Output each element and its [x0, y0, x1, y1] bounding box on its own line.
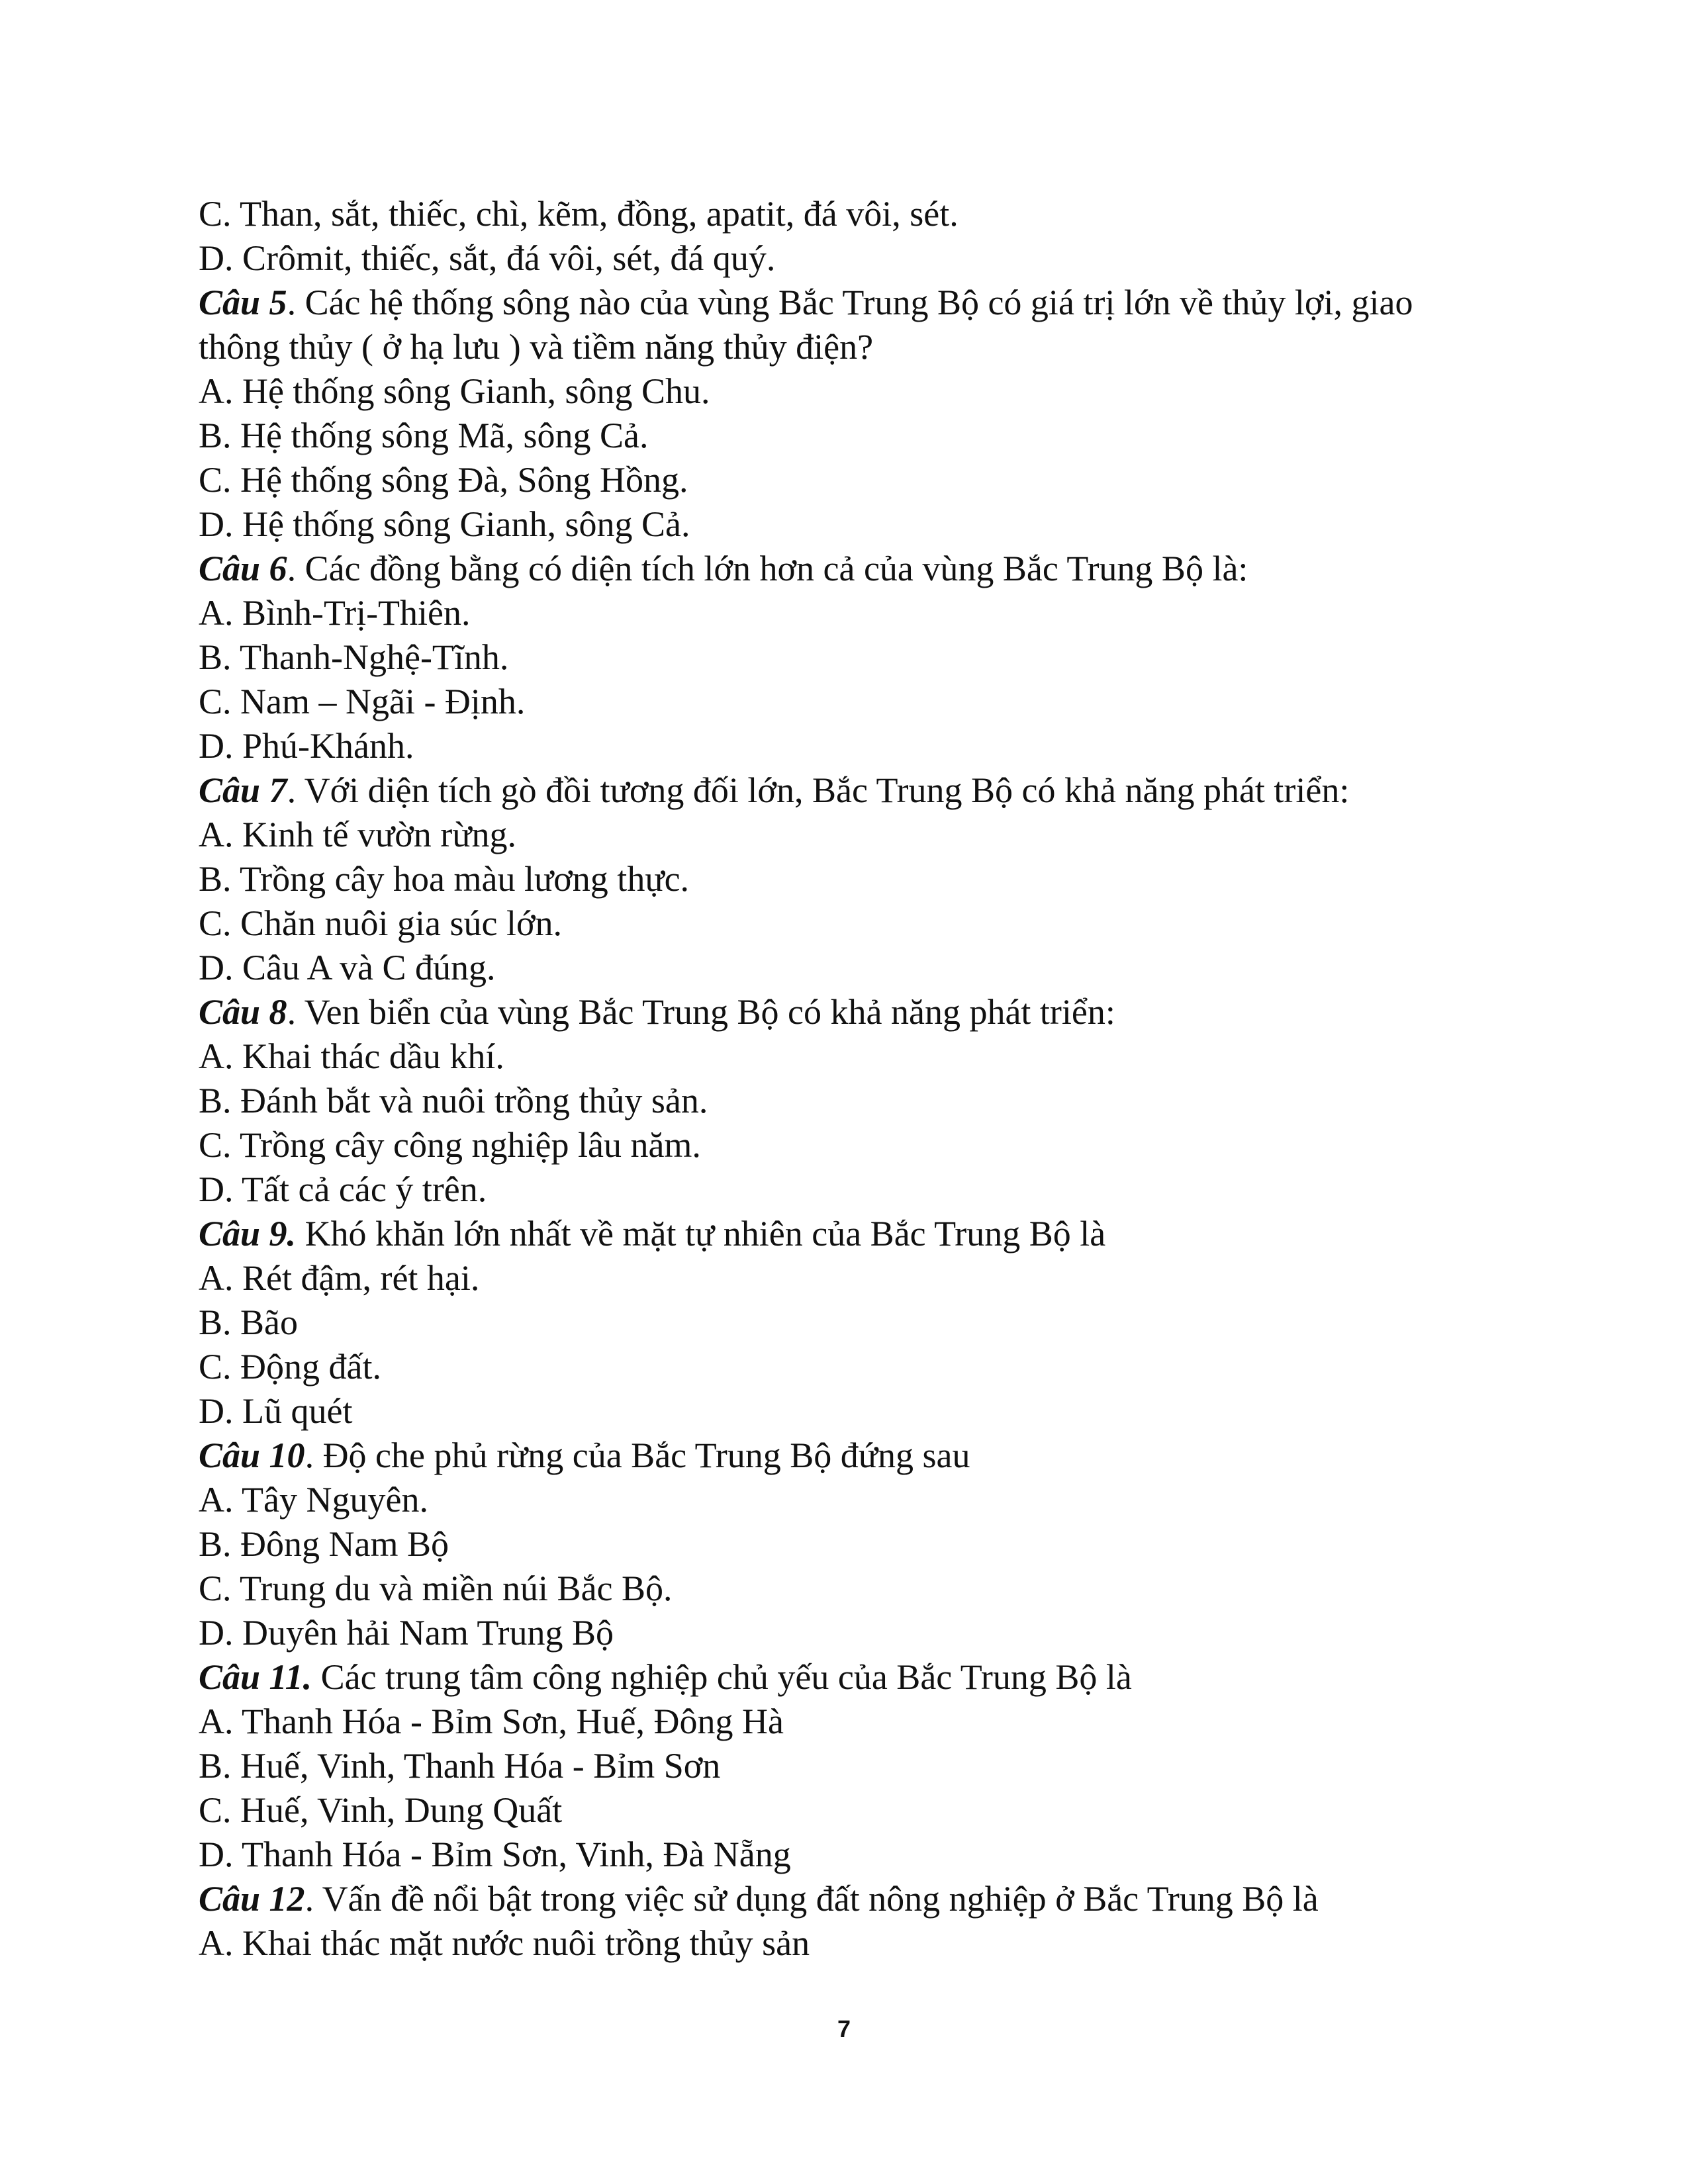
option-line: D. Crômit, thiếc, sắt, đá vôi, sét, đá quý. [199, 238, 776, 278]
option-line: A. Khai thác mặt nước nuôi trồng thủy sản [199, 1923, 810, 1963]
question-5 [199, 281, 1523, 325]
option-line: D. Duyên hải Nam Trung Bộ [199, 1613, 614, 1653]
option-line: C. Động đất. [199, 1347, 381, 1387]
page-number: 7 [837, 2015, 851, 2042]
option-line: D. Hệ thống sông Gianh, sông Cả. [199, 504, 690, 544]
question-label: Câu 5 [199, 283, 287, 322]
option-line: C. Than, sắt, thiếc, chì, kẽm, đồng, apatit, đá vôi, sét. [199, 194, 959, 234]
option-line: C. Nam – Ngãi - Định. [199, 682, 526, 721]
option-line: B. Bão [199, 1302, 299, 1342]
option-line: B. Thanh-Nghệ-Tĩnh. [199, 637, 509, 677]
question-text: . Các đồng bằng có diện tích lớn hơn cả của vùng Bắc Trung Bộ là: [287, 549, 1248, 588]
option-line: A. Bình-Trị-Thiên. [199, 593, 471, 633]
option-line: D. Thanh Hóa - Bỉm Sơn, Vinh, Đà Nẵng [199, 1835, 791, 1874]
option-line: B. Trồng cây hoa màu lương thực. [199, 859, 690, 899]
question-12 [199, 1877, 1523, 1921]
option-line: B. Đông Nam Bộ [199, 1524, 449, 1564]
option-line: C. Chăn nuôi gia súc lớn. [199, 903, 563, 943]
option-line: B. Huế, Vinh, Thanh Hóa - Bỉm Sơn [199, 1746, 721, 1786]
question-text: . Các hệ thống sông nào của vùng Bắc Trung Bộ có giá trị lớn về thủy lợi, giao [287, 283, 1413, 322]
option-line: A. Kinh tế vườn rừng. [199, 815, 517, 854]
question-11 [199, 1655, 1523, 1700]
option-line: C. Trung du và miền núi Bắc Bộ. [199, 1569, 673, 1608]
question-text: . Với diện tích gò đồi tương đối lớn, Bắc Trung Bộ có khả năng phát triển: [287, 770, 1350, 810]
option-line: A. Tây Nguyên. [199, 1480, 428, 1520]
question-label: Câu 10 [199, 1435, 305, 1475]
option-line: D. Lũ quét [199, 1391, 353, 1431]
document-body [199, 192, 1523, 1966]
option-line: D. Tất cả các ý trên. [199, 1169, 487, 1209]
question-label: Câu 9. [199, 1214, 297, 1253]
question-text: Khó khăn lớn nhất về mặt tự nhiên của Bắc Trung Bộ là [296, 1214, 1106, 1253]
question-text: . Độ che phủ rừng của Bắc Trung Bộ đứng sau [305, 1435, 970, 1475]
question-label: Câu 7 [199, 770, 287, 810]
question-9 [199, 1212, 1523, 1256]
option-line: A. Thanh Hóa - Bỉm Sơn, Huế, Đông Hà [199, 1702, 784, 1741]
option-line: C. Huế, Vinh, Dung Quất [199, 1790, 563, 1830]
option-line: C. Trồng cây công nghiệp lâu năm. [199, 1125, 701, 1165]
question-text: . Vấn đề nổi bật trong việc sử dụng đất nông nghiệp ở Bắc Trung Bộ là [305, 1879, 1319, 1919]
option-line: C. Hệ thống sông Đà, Sông Hồng. [199, 460, 688, 500]
question-6 [199, 547, 1523, 591]
question-8 [199, 990, 1523, 1034]
question-text-continued: thông thủy ( ở hạ lưu ) và tiềm năng thủy điện? [199, 327, 874, 367]
option-line: B. Đánh bắt và nuôi trồng thủy sản. [199, 1081, 708, 1120]
question-label: Câu 8 [199, 992, 287, 1032]
question-text: . Ven biển của vùng Bắc Trung Bộ có khả năng phát triển: [287, 992, 1115, 1032]
option-line: A. Hệ thống sông Gianh, sông Chu. [199, 371, 710, 411]
question-label: Câu 6 [199, 549, 287, 588]
question-label: Câu 11. [199, 1657, 312, 1697]
question-label: Câu 12 [199, 1879, 305, 1919]
question-7 [199, 768, 1523, 813]
option-line: D. Câu A và C đúng. [199, 948, 496, 987]
option-line: A. Khai thác dầu khí. [199, 1036, 504, 1076]
question-text: Các trung tâm công nghiệp chủ yếu của Bắc Trung Bộ là [312, 1657, 1132, 1697]
option-line: D. Phú-Khánh. [199, 726, 414, 766]
option-line: A. Rét đậm, rét hại. [199, 1258, 480, 1298]
question-10 [199, 1433, 1523, 1478]
option-line: B. Hệ thống sông Mã, sông Cả. [199, 416, 649, 455]
